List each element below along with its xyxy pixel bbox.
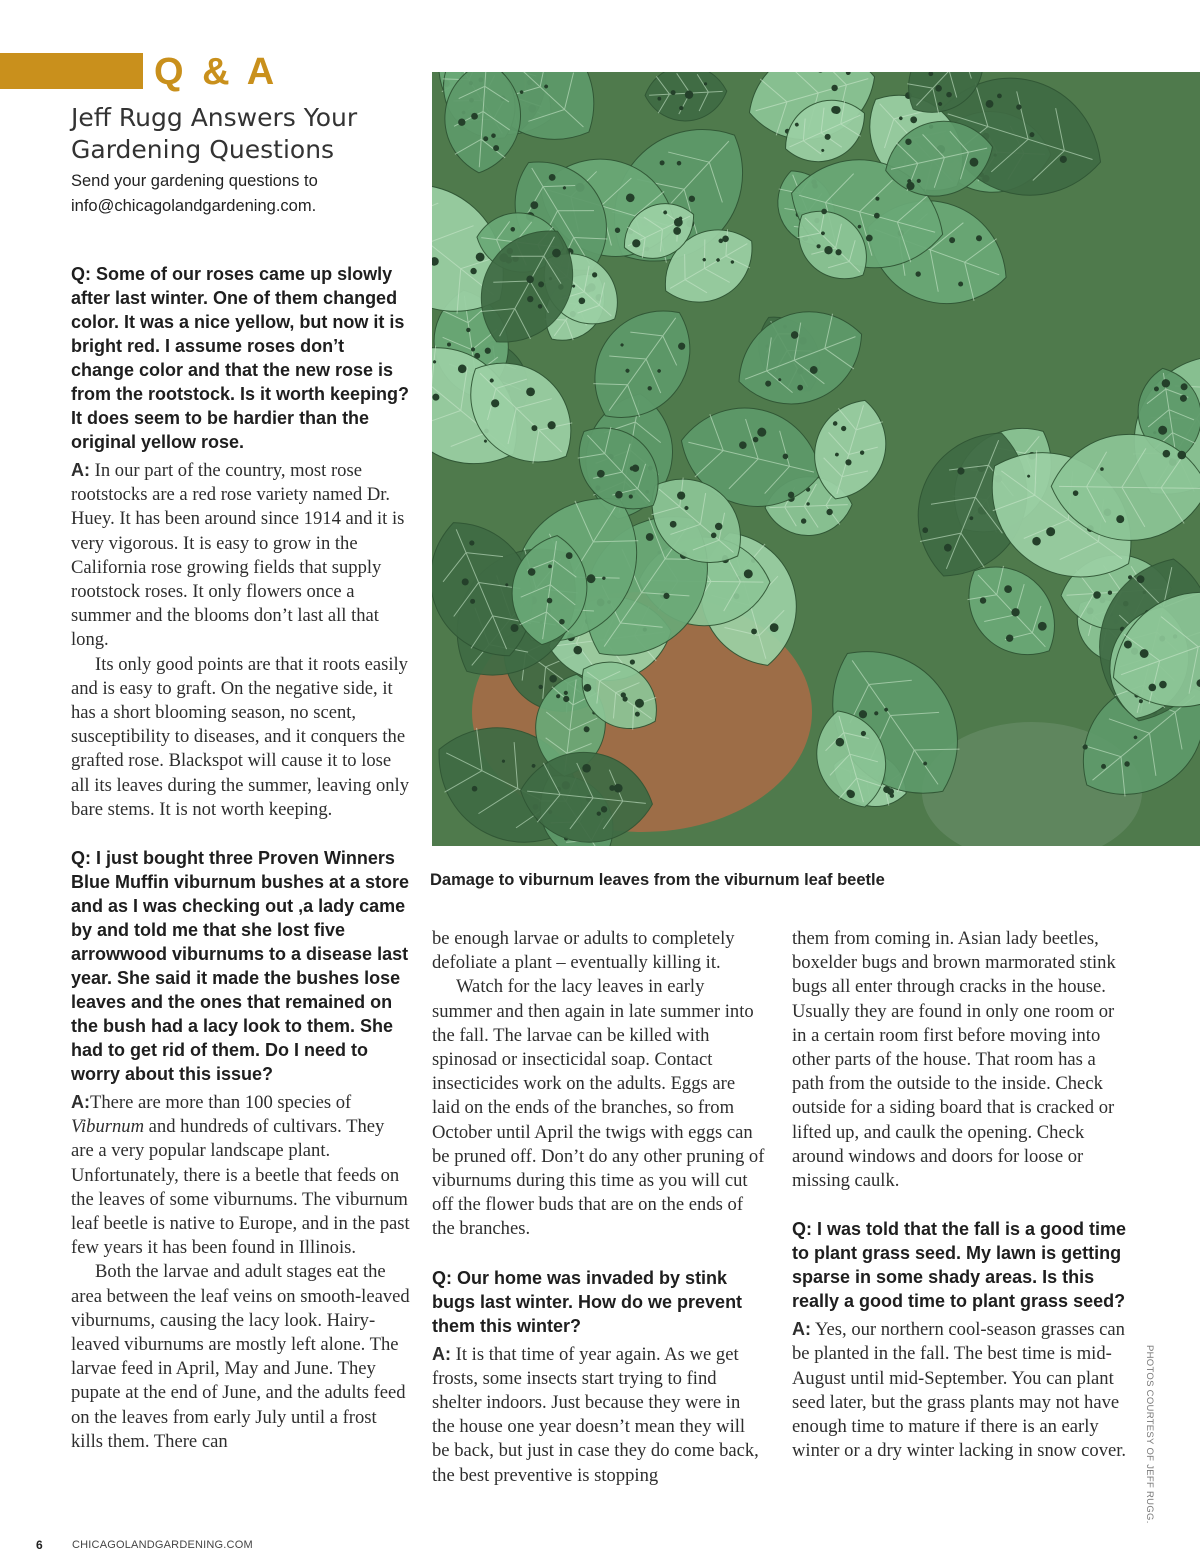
- answer-label: A:: [71, 460, 90, 480]
- answer-stink-bugs-continued: them from coming in. Asian lady beetles, boxelder bugs and brown marmorated stink bugs all enter through cracks in the house. Usually they are found in only one room or in a certain room first before moving into other parts of the house. That room has a path from the outside to the inside. Check outside for a siding board that is cracked or lifted up, and caulk the opening. Check around windows and doors for loose or missing caulk.: [792, 928, 1116, 1192]
- column-title: Jeff Rugg Answers Your Gardening Questions: [71, 103, 358, 164]
- answer-text: and hundreds of cultivars. They are a very popular landscape plant. Unfortunately, there is a beetle that feeds on the leaves of some viburnums. The viburnum leaf beetle is native to Europe, and in the past few years it has been found in Illinois.: [71, 1116, 410, 1259]
- page-number: 6: [36, 1538, 43, 1552]
- photo-caption: Damage to viburnum leaves from the viburnum leaf beetle: [430, 871, 885, 889]
- answer-label: A:: [71, 1092, 90, 1113]
- answer-viburnum-p2-continued: be enough larvae or adults to completely defoliate a plant – eventually killing it.: [432, 928, 735, 974]
- answer-roses-p2: Its only good points are that it roots easily and is easy to graft. On the negative side, it has a short blooming season, no scent, susceptibility to diseases, and it conquers the grafted rose. Blackspot will cause it to lose all its leaves during the summer, leaving only bare stems. It is not worth keeping.: [71, 653, 410, 820]
- section-tab-bar: [0, 53, 143, 89]
- section-label: Q & A: [154, 51, 279, 93]
- leaf-illustration: [432, 72, 1200, 846]
- question-viburnum: Q: I just bought three Proven Winners Blue Muffin viburnum bushes at a store and as I was checking out ,a lady came by and told me that she lost five arrowwood viburnums to a disease last year. She said it made the bushes lose leaves and the ones that remained on the bush had a lacy look to them. She had to get rid of them. Do I need to worry about this issue?: [71, 848, 410, 1085]
- answer-label: A:: [432, 1343, 451, 1364]
- column-subtitle: Send your gardening questions to info@chicagolandgardening.com.: [71, 172, 318, 215]
- question-roses: Q: Some of our roses came up slowly after last winter. One of them changed color. It was a nice yellow, but now it is bright red. I assume roses don’t change color and that the new rose is from the rootstock. Is it worth keeping? It does seem to be hardier than the original yellow rose.: [71, 264, 410, 452]
- column-left: [71, 262, 411, 1454]
- answer-text: It is that time of year again. As we get frosts, some insects start trying to find shelter indoors. Just because they were in the house one year doesn’t mean they will be back, but just in case they do come back, the best preventive is stopping: [432, 1343, 759, 1486]
- answer-grass-seed-p1: [792, 1317, 1132, 1463]
- answer-viburnum-p1: [71, 1090, 411, 1260]
- answer-label: A:: [792, 1319, 811, 1340]
- footer-site: CHICAGOLANDGARDENING.COM: [72, 1539, 253, 1551]
- answer-text: Yes, our northern cool-season grasses can be planted in the fall. The best time is mid-August until mid-September. You can plant seed later, but the grass plants may not have enough time to mature if there is an early winter or a dry winter lacking in snow cover.: [792, 1319, 1127, 1462]
- answer-roses-p1: [71, 458, 411, 653]
- question-grass-seed: Q: I was told that the fall is a good time to plant grass seed. My lawn is getting sparse in some shady areas. Is this really a good time to plant grass seed?: [792, 1219, 1127, 1312]
- answer-viburnum-p2: Both the larvae and adult stages eat the area between the leaf veins on smooth-leaved viburnums, causing the lacy look. Hairy-leaved viburnums are mostly left alone. The larvae feed in April, May and June. They pupate at the end of June, and the adults feed on the leaves from early July until a frost kills them. There can: [71, 1261, 410, 1452]
- column-middle: [432, 927, 767, 1488]
- column-right: [792, 927, 1132, 1463]
- viburnum-leaf-photo: [432, 72, 1200, 846]
- answer-stink-bugs-p1: [432, 1342, 767, 1488]
- question-stink-bugs: Q: Our home was invaded by stink bugs last winter. How do we prevent them this winter?: [432, 1267, 743, 1336]
- answer-text: In our part of the country, most rose rootstocks are a red rose variety named Dr. Huey. It has been around since 1914 and it is very vigorous. It is easy to grow in the California rose growing fields that supply rootstock roses. It only flowers once a summer and the blooms don’t last all that long.: [71, 460, 405, 651]
- answer-text-italic: Viburnum: [71, 1116, 144, 1138]
- answer-text: There are more than 100 species of: [90, 1092, 352, 1114]
- photo-credit: PHOTOS COURTESY OF JEFF RUGG.: [1144, 1345, 1155, 1524]
- answer-viburnum-p3: Watch for the lacy leaves in early summer and then again in late summer into the fall. The larvae can be killed with spinosad or insecticidal soap. Contact insecticides work on the adults. Eggs are laid on the ends of the branches, so from October until April the twigs with eggs can be pruned off. Don’t do any other pruning of viburnums during this time as you will cut off the flower buds that are on the ends of the branches.: [432, 976, 765, 1240]
